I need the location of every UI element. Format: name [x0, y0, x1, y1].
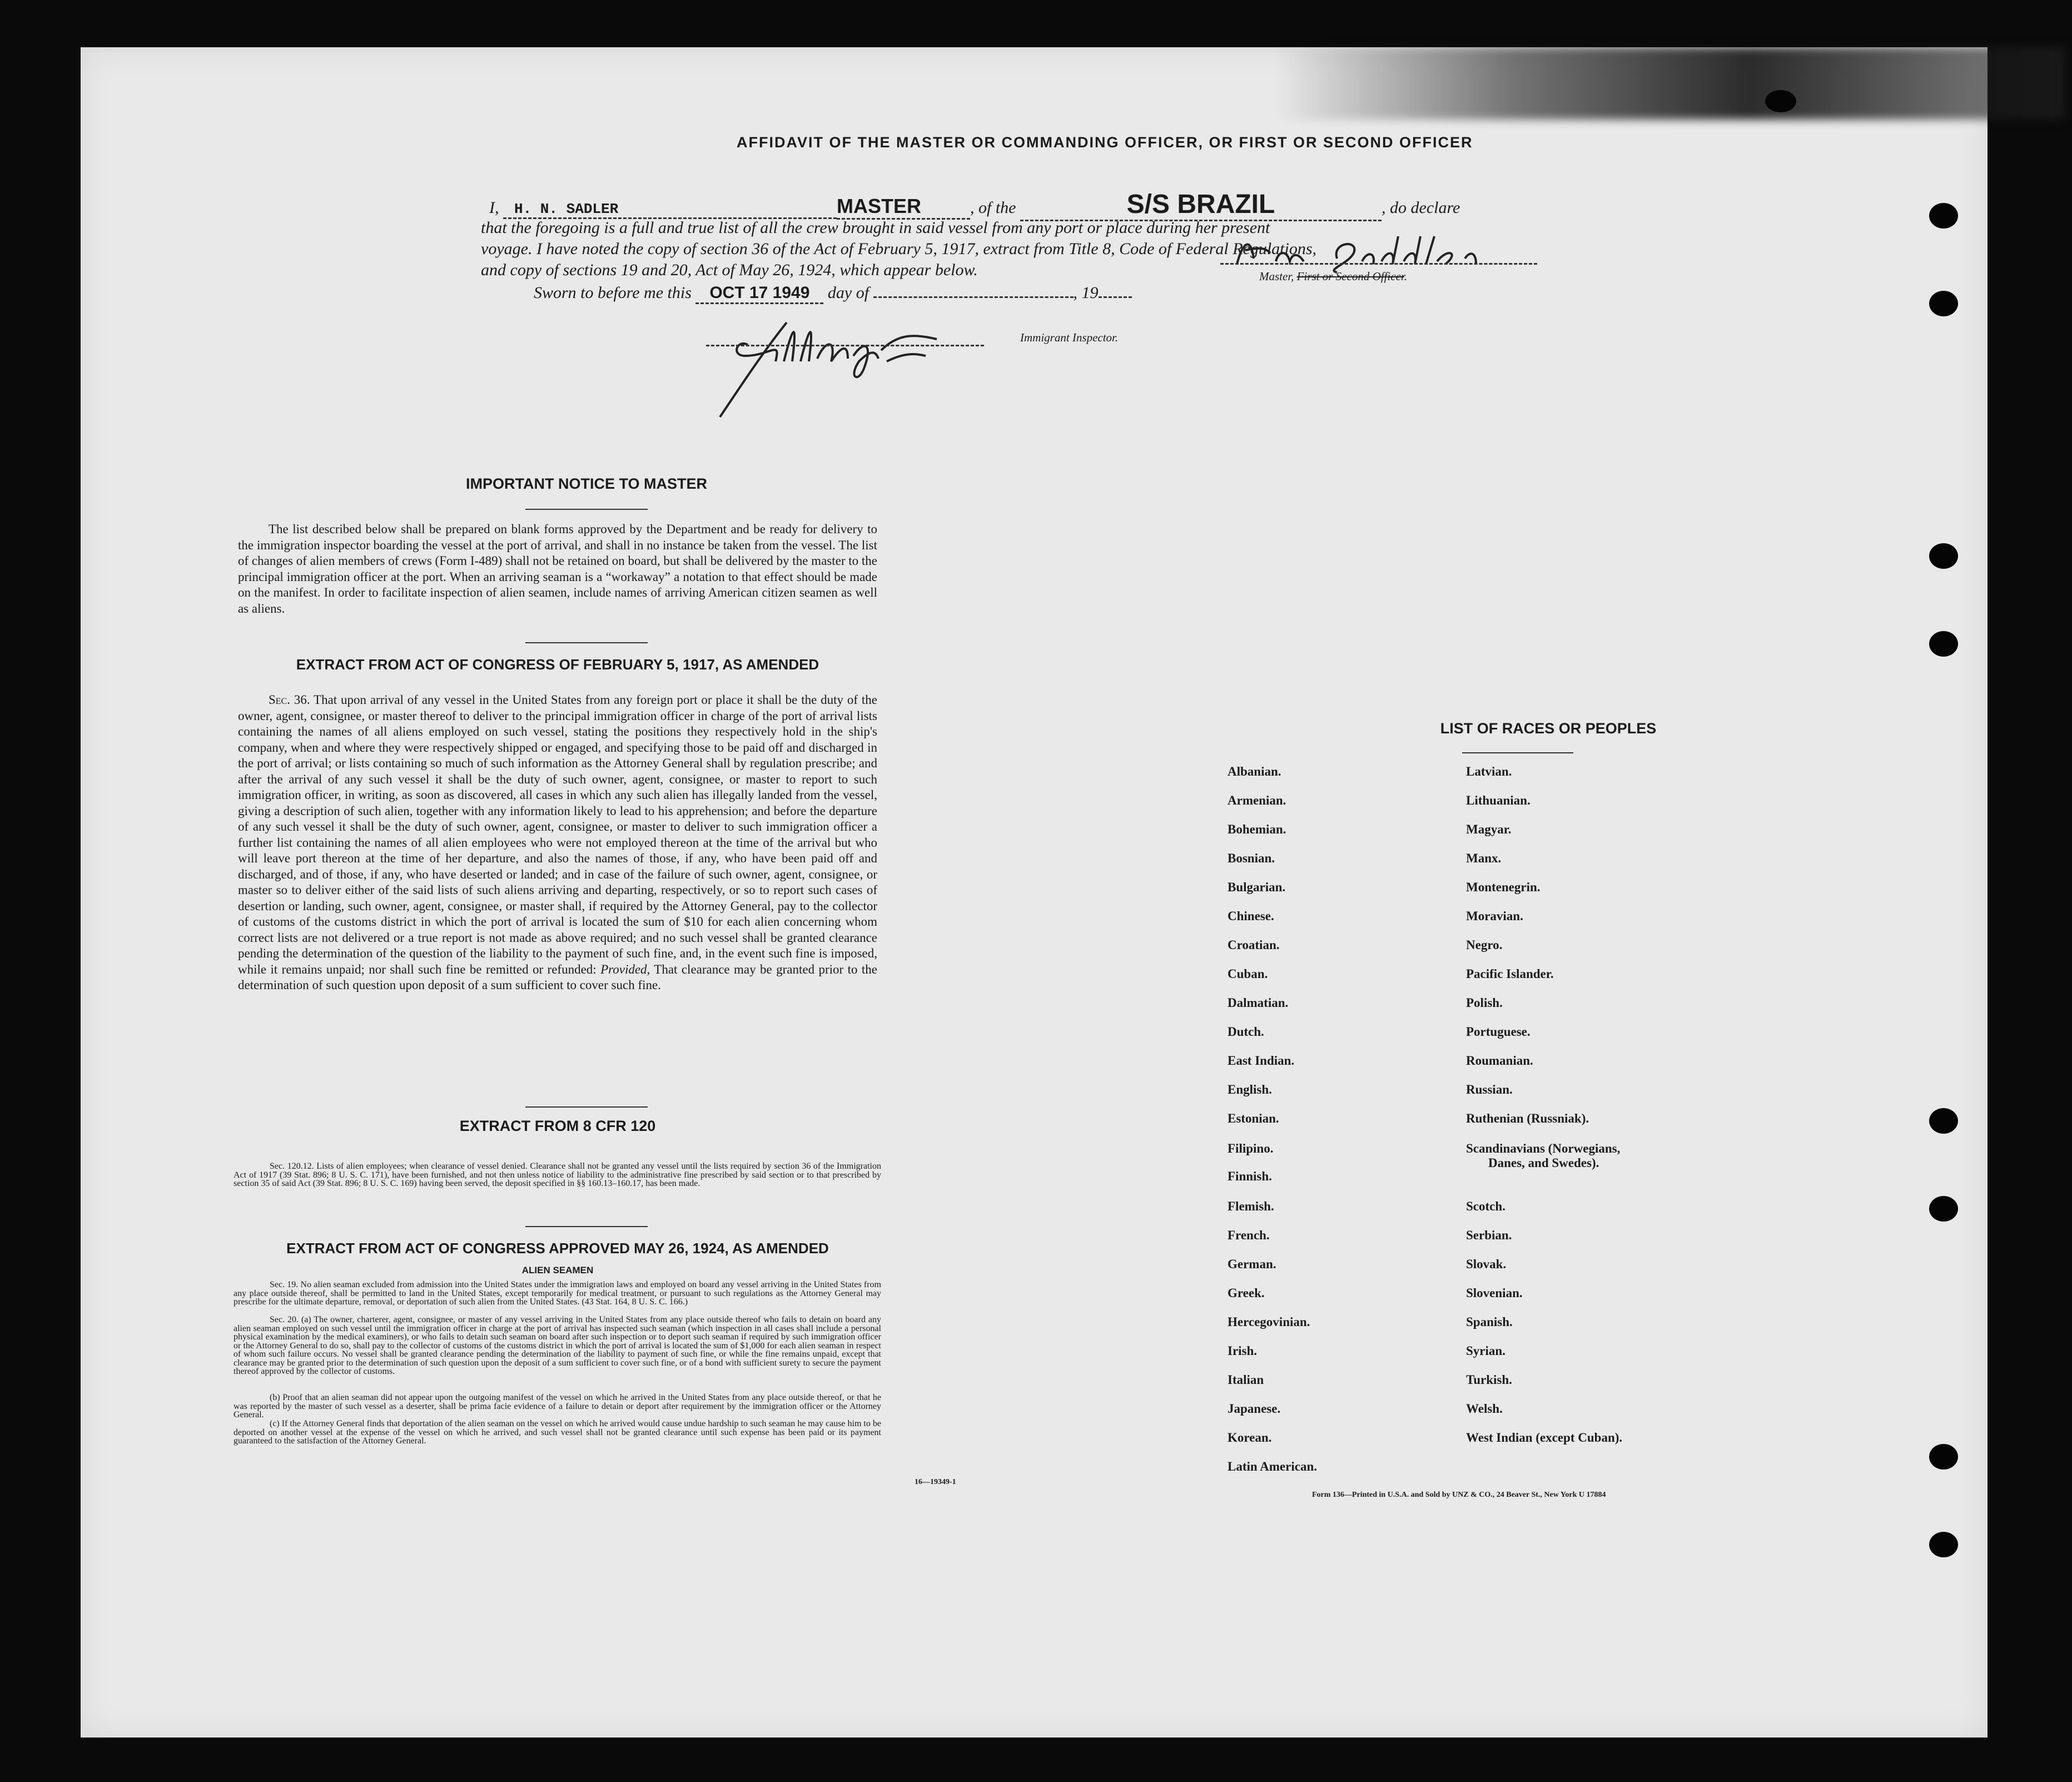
race-list-item: French.: [1228, 1228, 1270, 1242]
declaration-line-1: [489, 189, 1460, 221]
provided-word: Provided,: [600, 962, 650, 976]
alien-seamen-subheading: ALIEN SEAMEN: [521, 1265, 594, 1275]
day-of-text: day of: [827, 284, 869, 302]
vessel-name: S/S BRAZIL: [1126, 190, 1275, 219]
race-list-item: Spanish.: [1466, 1315, 1513, 1329]
inspector-label: Immigrant Inspector.: [1020, 331, 1119, 344]
of-the-text: , of the: [970, 198, 1016, 217]
punch-hole: [1929, 1108, 1958, 1134]
race-list-item: German.: [1228, 1257, 1276, 1271]
struck-officer-label: First or Second Officer: [1296, 270, 1404, 283]
rank-stamp: MASTER: [837, 195, 921, 217]
cfr-heading: EXTRACT FROM 8 CFR 120: [459, 1118, 656, 1134]
race-list-item: Albanian.: [1228, 765, 1281, 778]
divider: [525, 642, 648, 643]
race-list-item: Slovak.: [1466, 1257, 1507, 1271]
race-list-item: Estonian.: [1228, 1111, 1279, 1125]
race-list-item: Turkish.: [1466, 1373, 1512, 1387]
race-list-item: Japanese.: [1228, 1402, 1281, 1416]
race-list-item: Danes, and Swedes).: [1488, 1156, 1599, 1170]
race-list-item: Flemish.: [1228, 1199, 1274, 1213]
race-list-item: Montenegrin.: [1466, 880, 1541, 894]
race-list-item: Dutch.: [1228, 1025, 1264, 1039]
inspector-signature: [681, 306, 992, 423]
race-list-item: Italian: [1228, 1373, 1264, 1387]
master-name: H. N. SADLER: [514, 201, 619, 217]
act-1924-heading: EXTRACT FROM ACT OF CONGRESS APPROVED MAY 26, 1924, AS AMENDED: [286, 1240, 829, 1257]
races-heading: LIST OF RACES OR PEOPLES: [1440, 720, 1657, 737]
form-code: 16—19349-1: [915, 1478, 956, 1486]
declaration-line-4: and copy of sections 19 and 20, Act of May 26, 1924, which appear below.: [481, 261, 978, 279]
sworn-date-stamp: OCT 17 1949: [709, 284, 810, 302]
scan-shadow: [1276, 47, 2065, 120]
sec-20a-text: Sec. 20. (a) The owner, charterer, agent, consignee, or master of any vessel arriving in the United States from any place outside thereof who fails to detain on board any alien seaman employed on such vessel until the immigration officer in charge at the port of arrival has inspected such seaman (which inspection in all cases shall include a personal physical examination by the medical examiners), or who fails to detain such seaman on board after such inspection or to deport such seaman if required by such immigration officer or the Attorney General to do so, shall pay to the collector of customs of the customs district in which the port of arrival is located the sum of $1,000 for each alien seaman in respect of whom such failure occurs. No vessel shall be granted clearance pending the determination of the liability to payment of such fine, or while the fine remains unpaid, except that clearance may be granted prior to the determination of such question upon the deposit of a sum sufficient to cover such fine, or of a bond with sufficient surety to secure the payment thereof approved by the collector of customs.: [233, 1315, 881, 1376]
race-list-item: Latin American.: [1228, 1460, 1317, 1473]
race-list-item: East Indian.: [1228, 1054, 1295, 1068]
race-list-item: Slovenian.: [1466, 1286, 1523, 1300]
race-list-item: Hercegovinian.: [1228, 1315, 1310, 1329]
affidavit-title: AFFIDAVIT OF THE MASTER OR COMMANDING OFFICER, OR FIRST OR SECOND OFFICER: [737, 134, 1473, 151]
punch-hole: [1929, 1196, 1958, 1222]
notice-text: The list described below shall be prepared on blank forms approved by the Department and be ready for delivery to the immigration inspector boarding the vessel at the port of arrival, and shall in no instance be taken from the vessel. The list of changes of alien members of crews (Form I-489) shall not be retained on board, but shall be delivered by the master to the principal immigration officer at the port. When an arriving seaman is a “workaway” a notation to that effect should be made on the manifest. In order to facilitate inspection of alien seamen, include names of arriving American citizen seamen as well as aliens.: [238, 522, 877, 615]
race-list-item: Greek.: [1228, 1286, 1265, 1300]
sworn-prefix: Sworn to before me this: [534, 284, 692, 302]
do-declare-text: , do declare: [1382, 198, 1460, 217]
punch-hole: [1929, 631, 1958, 657]
race-list-item: Syrian.: [1466, 1344, 1505, 1358]
master-signature-line: [1220, 263, 1537, 265]
divider: [1462, 752, 1573, 753]
race-list-item: Scotch.: [1466, 1199, 1505, 1213]
sec-36-body: That upon arrival of any vessel in the United States from any foreign port or place it shall be the duty of the owner, agent, consignee, or master thereof to deliver to the principal immigration officer in charge of the port of arrival lists containing the names of all aliens employed on such vessel, stating the positions they respectively hold in the ship's company, when and where they were respectively shipped or engaged, and specifying those to be paid off and discharged in the port of arrival; or lists containing so much of such information as the Attorney General shall by regulation prescribe; and after the arrival of any such vessel it shall be the duty of such owner, agent, consignee, or master to report to such immigration officer, in writing, as soon as discovered, all cases in which any such alien has illegally landed from the vessel, giving a description of such alien, together with any information likely to lead to his apprehension; and before the departure of any such vessel it shall be the duty of such owner, agent, consignee, or master to deliver to such immigration officer a further list containing the names of all alien employees who were not employed thereon at the time of the arrival but who will leave port thereon at the time of her departure, and also the names of those, if any, who have been paid off and discharged, and of those, if any, who have deserted or landed; and in case of the failure of such owner, agent, consignee, or master so to deliver either of the said lists of such aliens arriving and departing, respectively, or so to report such cases of desertion or landing, such owner, agent, consignee, or master shall, if required by the Attorney General, pay to the collector of customs of the customs district in which the port of arrival is located the sum of $10 for each alien concerning whom correct lists are not delivered or a true report is not made as above required; and no such vessel shall be granted clearance pending the determination of the question of the liability to the payment of such fine, and, in the event such fine is imposed, while it remains unpaid; nor shall such fine be remitted or refunded:: [238, 693, 877, 976]
race-list-item: Serbian.: [1466, 1228, 1512, 1242]
sec-36-tail: That clearance may be granted prior to the determination of such question upon deposit of a sum sufficient to cover such fine.: [238, 962, 877, 992]
declaration-prefix: I,: [489, 198, 499, 217]
inspector-signature-line: [706, 345, 984, 346]
year-prefix: , 19: [1073, 284, 1099, 302]
race-list-item: Roumanian.: [1466, 1054, 1533, 1068]
sec-36-label: Sec. 36.: [269, 693, 310, 707]
race-list-item: Polish.: [1466, 996, 1503, 1010]
race-list-item: Welsh.: [1466, 1402, 1503, 1416]
race-list-item: Pacific Islander.: [1466, 967, 1554, 981]
race-list-item: Scandinavians (Norwegians,: [1466, 1141, 1621, 1155]
race-list-item: Russian.: [1466, 1083, 1513, 1096]
race-list-item: Irish.: [1228, 1344, 1258, 1358]
race-list-item: Finnish.: [1228, 1169, 1272, 1183]
notice-heading: IMPORTANT NOTICE TO MASTER: [466, 475, 707, 492]
punch-hole: [1765, 90, 1796, 112]
race-list-item: Armenian.: [1228, 793, 1286, 807]
sec-20c-text: (c) If the Attorney General finds that deportation of the alien seaman on the vessel on which he arrived would cause undue hardship to such seaman he may cause him to be deported on another vessel at the expense of the vessel on which he arrived, and such vessel shall not be granted clearance until such expense has been paid or its payment guaranteed to the satisfaction of the Attorney General.: [233, 1419, 881, 1446]
act-1917-text: [238, 692, 877, 994]
master-signature-label: [1259, 270, 1407, 284]
document-page: [81, 47, 1987, 1738]
sec-19-text: Sec. 19. No alien seaman excluded from admission into the United States under the immigration laws and employed on board any vessel arriving in the United States from any place outside thereof, shall be permitted to land in the United States, except temporarily for medical treatment, or pursuant to such regulations as the Attorney General may prescribe for the ultimate departure, removal, or deportation of such alien from the United States. (43 Stat. 164, 8 U. S. C. 166.): [233, 1280, 881, 1307]
race-list-item: Bohemian.: [1228, 822, 1286, 836]
master-label: Master,: [1259, 270, 1294, 283]
race-list-item: Cuban.: [1228, 967, 1268, 981]
punch-hole: [1929, 1532, 1958, 1557]
declaration-line-2: that the foregoing is a full and true list of all the crew brought in said vessel from any port or place during her present: [481, 219, 1270, 237]
divider: [525, 1106, 648, 1108]
label-end: .: [1404, 270, 1407, 283]
sec-20b-text: (b) Proof that an alien seaman did not appear upon the outgoing manifest of the vessel on which he arrived in the United States from any place outside thereof, or that he was reported by the master of such vessel as a deserter, shall be prima facie evidence of a failure to detain or deport after requirement by the immigration officer or the Attorney General.: [233, 1393, 881, 1419]
race-list-item: Croatian.: [1228, 938, 1280, 952]
act-1917-heading: EXTRACT FROM ACT OF CONGRESS OF FEBRUARY 5, 1917, AS AMENDED: [296, 656, 819, 673]
declaration-line-3: voyage. I have noted the copy of section 36 of the Act of February 5, 1917, extract from Title 8, Code of Federal Regulations,: [481, 240, 1317, 258]
punch-hole: [1929, 1444, 1958, 1470]
punch-hole: [1929, 203, 1958, 229]
divider: [525, 509, 648, 510]
race-list-item: Manx.: [1466, 851, 1502, 865]
cfr-text: Sec. 120.12. Lists of alien employees; when clearance of vessel denied. Clearance shall not be granted any vessel until the lists required by section 36 of the Immigration Act of 1917 (39 Stat. 896; 8 U. S. C. 171), have been furnished, and not then unless notice of liability to the administrative fine prescribed by said section or to that prescribed by section 35 of said Act (39 Stat. 896; 8 U. S. C. 169) having been served, the deposit specified in §§ 160.13–160.17, has been made.: [233, 1161, 881, 1188]
race-list-item: Portuguese.: [1466, 1025, 1531, 1039]
race-list-item: West Indian (except Cuban).: [1466, 1431, 1623, 1445]
race-list-item: Lithuanian.: [1466, 793, 1531, 807]
race-list-item: Bosnian.: [1228, 851, 1275, 865]
race-list-item: Ruthenian (Russniak).: [1466, 1111, 1589, 1125]
punch-hole: [1929, 543, 1958, 569]
race-list-item: English.: [1228, 1083, 1272, 1096]
form-footer: Form 136—Printed in U.S.A. and Sold by UNZ & CO., 24 Beaver St., New York U 17884: [1312, 1491, 1606, 1499]
sworn-line: [534, 284, 1132, 304]
race-list-item: Moravian.: [1466, 909, 1523, 923]
race-list-item: Magyar.: [1466, 822, 1512, 836]
race-list-item: Negro.: [1466, 938, 1503, 952]
punch-hole: [1929, 291, 1958, 316]
race-list-item: Chinese.: [1228, 909, 1274, 923]
race-list-item: Filipino.: [1228, 1141, 1274, 1155]
race-list-item: Latvian.: [1466, 765, 1512, 778]
race-list-item: Korean.: [1228, 1431, 1272, 1445]
divider: [525, 1226, 648, 1227]
race-list-item: Bulgarian.: [1228, 880, 1286, 894]
race-list-item: Dalmatian.: [1228, 996, 1289, 1010]
